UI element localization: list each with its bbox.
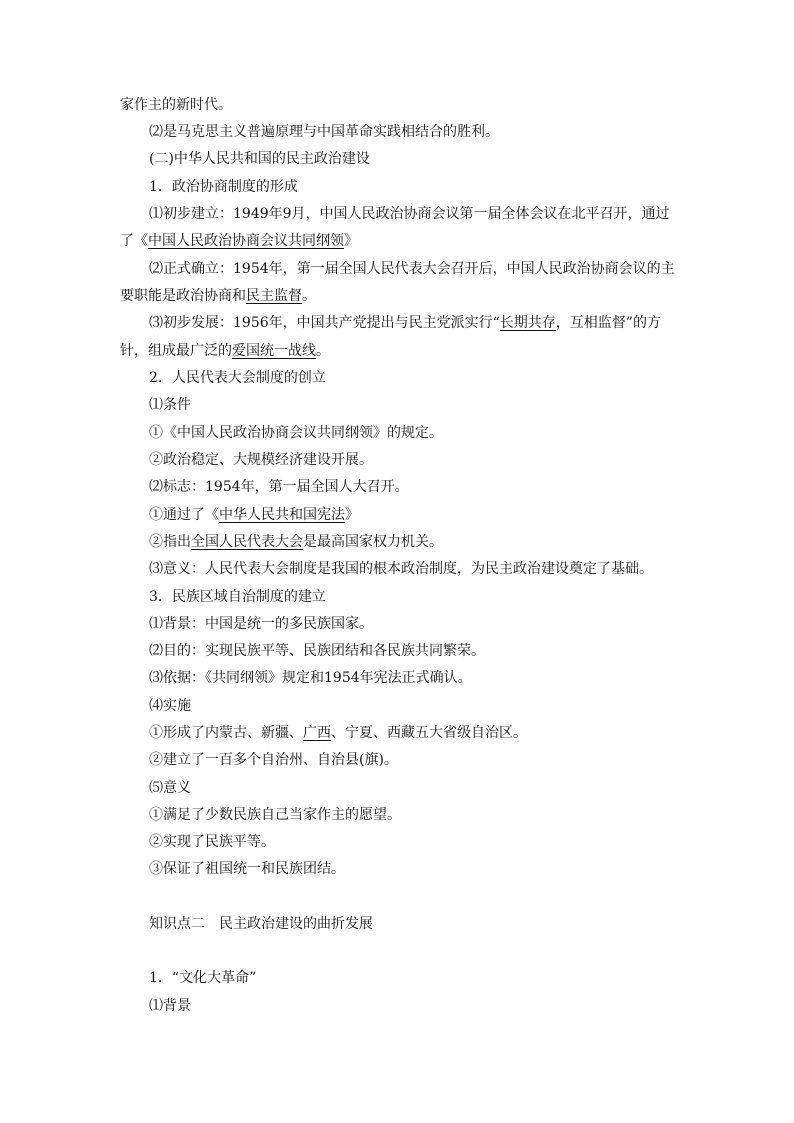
text-span: 家作主的新时代。 (120, 97, 232, 113)
paragraph-line (149, 696, 191, 716)
text-span: ①满足了少数民族自己当家作主的愿望。 (149, 807, 401, 823)
paragraph-line (149, 750, 398, 770)
paragraph-line (149, 668, 472, 688)
underlined-term: 中国人民政治协商会议共同纲领 (148, 233, 344, 249)
paragraph-line (149, 313, 661, 333)
text-span: ①形成了内蒙古、新疆、 (149, 725, 303, 741)
underlined-term: 爱国统一战线 (232, 343, 316, 359)
text-span: ⑶初步发展：1956年，中国共产党提出与民主党派实行“ (149, 315, 500, 331)
paragraph-line (149, 122, 499, 142)
text-span: 3．民族区域自治制度的建立 (149, 589, 326, 605)
paragraph-line (149, 395, 191, 415)
underlined-term: 长期共存 (499, 315, 556, 331)
paragraph-line (149, 778, 191, 798)
text-span: ⑵正式确立：1954年，第一届全国人民代表大会召开后，中国人民政治协商会议的主 (149, 261, 675, 277)
text-span: ②指出 (149, 534, 191, 550)
text-span: ③保证了祖国统一和民族团结。 (149, 861, 345, 877)
paragraph-line (149, 423, 443, 443)
text-span: 1．政治协商制度的形成 (149, 179, 298, 195)
text-span: 是最高国家权力机关。 (303, 534, 443, 550)
paragraph-line (120, 95, 232, 115)
paragraph-line (149, 859, 345, 879)
text-span: ，互相监督”的方 (555, 315, 661, 331)
paragraph-line (149, 559, 653, 579)
text-span: ⑵标志：1954年，第一届全国人大召开。 (149, 479, 409, 495)
paragraph-line (149, 204, 670, 224)
text-span: ②建立了一百多个自治州、自治县(旗)。 (149, 752, 398, 768)
paragraph-line (120, 231, 358, 251)
text-span: ⑷实施 (149, 698, 191, 714)
paragraph-line (149, 805, 401, 825)
paragraph-line (149, 996, 191, 1016)
text-span: 、宁夏、西藏五大省级自治区。 (331, 725, 527, 741)
text-span: 。 (316, 343, 330, 359)
text-span: 针，组成最广泛的 (120, 343, 232, 359)
underlined-term: 广西 (303, 725, 331, 741)
text-span: 知识点二 民主政治建设的曲折发展 (149, 916, 373, 932)
subsection-heading (149, 587, 326, 607)
text-span: 1．“文化大革命” (149, 970, 257, 986)
text-span: ①通过了《 (149, 507, 219, 523)
text-span: ⑴背景 (149, 998, 191, 1014)
underlined-term: 全国人民代表大会 (191, 534, 303, 550)
text-span: 2．人民代表大会制度的创立 (149, 370, 326, 386)
subsection-heading (149, 968, 256, 988)
text-span: ⑴背景：中国是统一的多民族国家。 (149, 616, 373, 632)
paragraph-line (149, 832, 275, 852)
paragraph-line (149, 614, 373, 634)
paragraph-line (149, 477, 409, 497)
paragraph-line (149, 641, 485, 661)
text-span: 》 (345, 507, 359, 523)
text-span: ⑸意义 (149, 780, 191, 796)
paragraph-line (149, 450, 373, 470)
paragraph-line (149, 723, 527, 743)
text-span: ⑴条件 (149, 397, 191, 413)
text-span: ①《中国人民政治协商会议共同纲领》的规定。 (149, 425, 443, 441)
paragraph-line (120, 286, 316, 306)
knowledge-point-heading (149, 914, 373, 934)
paragraph-line (149, 259, 675, 279)
text-span: ⑵是马克思主义普遍原理与中国革命实践相结合的胜利。 (149, 124, 499, 140)
paragraph-line (120, 341, 330, 361)
text-span: ②政治稳定、大规模经济建设开展。 (149, 452, 373, 468)
text-span: 》 (344, 233, 358, 249)
subsection-heading (149, 177, 298, 197)
text-span: ⑴初步建立：1949年9月，中国人民政治协商会议第一届全体会议在北平召开，通过 (149, 206, 670, 222)
text-span: 了《 (120, 233, 148, 249)
paragraph-line (149, 505, 359, 525)
text-span: 要职能是政治协商和 (120, 288, 246, 304)
text-span: ②实现了民族平等。 (149, 834, 275, 850)
subsection-heading (149, 368, 326, 388)
paragraph-line (149, 532, 443, 552)
text-span: ⑶意义：人民代表大会制度是我国的根本政治制度，为民主政治建设奠定了基础。 (149, 561, 653, 577)
underlined-term: 民主监督 (246, 288, 302, 304)
text-span: (二)中华人民共和国的民主政治建设 (149, 151, 370, 167)
underlined-term: 中华人民共和国宪法 (219, 507, 345, 523)
text-span: ⑵目的：实现民族平等、民族团结和各民族共同繁荣。 (149, 643, 485, 659)
section-heading (149, 149, 370, 169)
text-span: 。 (302, 288, 316, 304)
text-span: ⑶依据：《共同纲领》规定和1954年宪法正式确认。 (149, 670, 472, 686)
